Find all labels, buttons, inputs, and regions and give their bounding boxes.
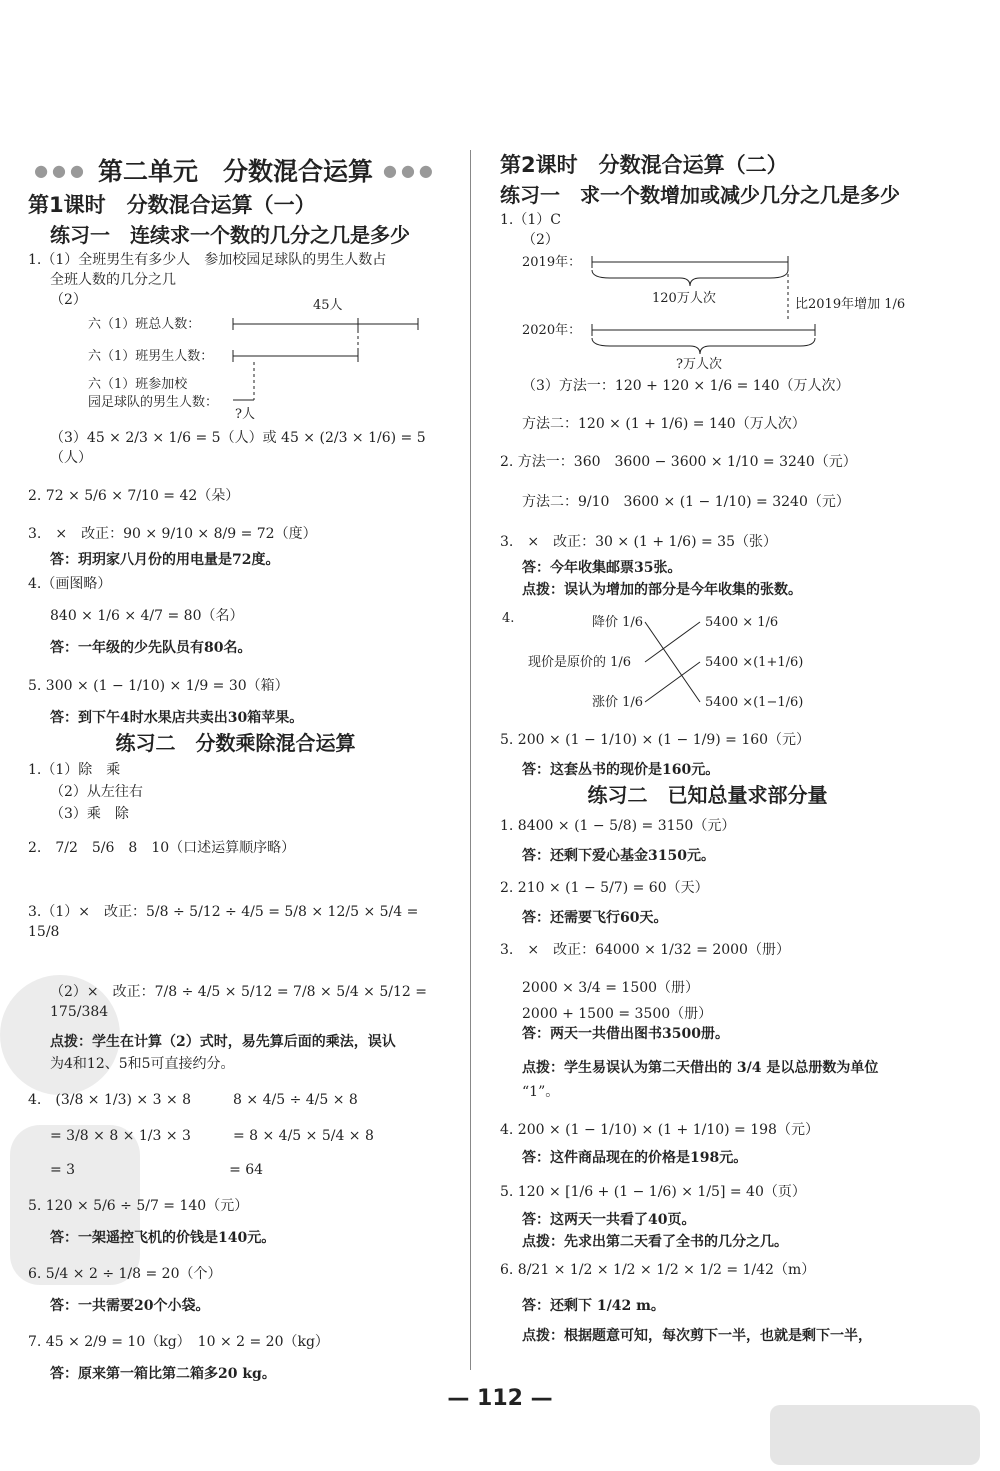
answer-line: 答：到下午4时水果店共卖出30箱苹果。 (50, 710, 304, 726)
label-team2: 园足球队的男生人数： (88, 395, 219, 410)
label-120: 120万人次 (652, 291, 716, 306)
label-2020: 2020年： (522, 323, 582, 338)
q-number: 4. (502, 611, 515, 626)
answer-line: 答：这套丛书的现价是160元。 (522, 762, 720, 778)
answer-line: 答：玥玥家八月份的用电量是72度。 (50, 552, 280, 568)
answer-line: （3）方法一：120 + 120 × 1/6 = 140（万人次） (522, 378, 850, 394)
page-number: — 112 — (447, 1386, 553, 1411)
answer-line: 6. 8/21 × 1/2 × 1/2 × 1/2 × 1/2 = 1/42（m） (500, 1262, 816, 1278)
matching-diagram (500, 604, 915, 724)
answer-line: 答：这两天一共看了40页。 (522, 1212, 696, 1228)
answer-line: 答：原来第一箱比第二箱多20 kg。 (50, 1366, 276, 1382)
answer-line: 3. × 改正：30 × (1 + 1/6) = 35（张） (500, 534, 777, 550)
right-column (500, 150, 915, 1346)
answer-line: 方法二：9/10 3600 × (1 − 1/10) = 3240（元） (522, 494, 850, 510)
answer-line: 5. 120 × 5/6 ÷ 5/7 = 140（元） (28, 1198, 249, 1214)
answer-line: “1”。 (522, 1084, 560, 1100)
answer-line: （2） (522, 232, 559, 248)
segment-diagram-2 (500, 250, 915, 370)
answer-line: 6. 5/4 × 2 ÷ 1/8 = 20（个） (28, 1266, 222, 1282)
answer-line: 3. × 改正：64000 × 1/32 = 2000（册） (500, 942, 790, 958)
answer-line: （2） (50, 292, 87, 308)
answer-line: 840 × 1/6 × 4/7 = 80（名） (50, 608, 244, 624)
answer-line: 4. 200 × (1 − 1/10) × (1 + 1/10) = 198（元） (500, 1122, 819, 1138)
answer-line: 点拨：根据题意可知，每次剪下一半，也就是剩下一半， (522, 1328, 872, 1344)
answer-line: 点拨：学生在计算（2）式时，易先算后面的乘法，误认 (50, 1034, 396, 1050)
label-boys: 六（1）班男生人数： (88, 349, 214, 364)
match-left-1: 降价 1/6 (592, 615, 644, 630)
label-team: 六（1）班参加校 (88, 377, 188, 392)
answer-line: 5. 200 × (1 − 1/10) × (1 − 1/9) = 160（元） (500, 732, 811, 748)
match-left-3: 涨价 1/6 (592, 695, 644, 710)
exercise-title: 练习一 求一个数增加或减少几分之几是多少 (500, 183, 900, 207)
dots-left: ●●● (34, 160, 88, 180)
answer-line: 2000 × 3/4 = 1500（册） (522, 980, 700, 996)
answer-line: 答：还剩下爱心基金3150元。 (522, 848, 715, 864)
answer-line: 2. 7/2 5/6 8 10（口述运算顺序略） (28, 840, 296, 856)
lesson-title: 第1课时 分数混合运算（一） (28, 193, 316, 217)
answer-line: 点拨：学生易误认为第二天借出的 3/4 是以总册数为单位 (522, 1060, 879, 1076)
answer-line: 答：还剩下 1/42 m。 (522, 1298, 665, 1314)
answer-line: 点拨：先求出第二天看了全书的几分之几。 (522, 1234, 788, 1250)
answer-line: 4.（画图略） (28, 576, 112, 592)
label-inc: 比2019年增加 1/6 (795, 297, 906, 312)
exercise-title: 练习一 连续求一个数的几分之几是多少 (50, 223, 410, 247)
match-right-3: 5400 ×(1−1/6) (705, 695, 804, 710)
answer-line: 全班人数的几分之几 (50, 272, 176, 288)
answer-line: （3）乘 除 (50, 806, 129, 822)
lesson-title: 第2课时 分数混合运算（二） (500, 153, 788, 177)
segment-diagram-1 (28, 298, 443, 422)
label-q: ?人 (235, 407, 255, 422)
answer-line: 5. 300 × (1 − 1/10) × 1/9 = 30（箱） (28, 678, 289, 694)
answer-line: 1.（1）C (500, 212, 561, 228)
answer-line: 2. 210 × (1 − 5/7) = 60（天） (500, 880, 709, 896)
answer-line: 答：一架遥控飞机的价钱是140元。 (50, 1230, 276, 1246)
answer-line: 2. 方法一：360 3600 − 3600 × 1/10 = 3240（元） (500, 454, 857, 470)
answer-line: 3.（1）× 改正：5/8 ÷ 5/12 ÷ 4/5 = 5/8 × 12/5 × 5/4 = 15/8 (28, 904, 419, 940)
answer-line: = 3/8 × 8 × 1/3 × 3 = 8 × 4/5 × 5/4 × 8 (50, 1128, 374, 1144)
left-column (28, 150, 443, 1384)
answer-line: （2）× 改正：7/8 ÷ 4/5 × 5/12 = 7/8 × 5/4 × 5/12 = 175/384 (50, 984, 427, 1020)
answer-line: 为4和12、5和5可直接约分。 (50, 1056, 235, 1072)
answer-line: 答：一年级的少先队员有80名。 (50, 640, 252, 656)
match-line (645, 662, 700, 702)
label-q2: ?万人次 (676, 357, 722, 372)
answer-line: 2000 + 1500 = 3500（册） (522, 1006, 713, 1022)
answer-line: （3）45 × 2/3 × 1/6 = 5（人）或 45 × (2/3 × 1/6) = 5（人） (50, 430, 426, 466)
answer-line: = 3 = 64 (50, 1162, 264, 1178)
unit-title: 第二单元 分数混合运算 (97, 157, 373, 186)
label-total: 六（1）班总人数： (88, 317, 201, 332)
answer-line: 方法二：120 × (1 + 1/6) = 140（万人次） (522, 416, 806, 432)
answer-line: 7. 45 × 2/9 = 10（kg） 10 × 2 = 20（kg） (28, 1334, 329, 1350)
match-line (645, 622, 700, 662)
answer-line: 点拨：误认为增加的部分是今年收集的张数。 (522, 582, 802, 598)
label-45: 45人 (313, 298, 343, 313)
answer-line: 5. 120 × [1/6 + (1 − 1/6) × 1/5] = 40（页） (500, 1184, 806, 1200)
exercise-title: 练习二 分数乘除混合运算 (115, 731, 356, 755)
answer-line: 答：还需要飞行60天。 (522, 910, 668, 926)
match-left-2: 现价是原价的 1/6 (528, 655, 632, 670)
answer-line: 3. × 改正：90 × 9/10 × 8/9 = 72（度） (28, 526, 317, 542)
answer-line: 2. 72 × 5/6 × 7/10 = 42（朵） (28, 488, 240, 504)
answer-line: 1.（1）除 乘 (28, 762, 121, 778)
match-right-2: 5400 ×(1+1/6) (705, 655, 804, 670)
match-line (645, 622, 700, 702)
answer-line: 答：一共需要20个小袋。 (50, 1298, 210, 1314)
answer-line: 答：两天一共借出图书3500册。 (522, 1026, 729, 1042)
match-right-1: 5400 × 1/6 (705, 615, 779, 630)
unit-header (28, 150, 443, 190)
dots-right: ●●● (383, 160, 437, 180)
label-2019: 2019年： (522, 255, 582, 270)
answer-line: 1. 8400 × (1 − 5/8) = 3150（元） (500, 818, 736, 834)
exercise-title: 练习二 已知总量求部分量 (587, 783, 828, 807)
answer-line: 答：今年收集邮票35张。 (522, 560, 682, 576)
answer-line: （2）从左往右 (50, 784, 143, 800)
answer-line: 4. (3/8 × 1/3) × 3 × 8 8 × 4/5 ÷ 4/5 × 8 (28, 1092, 358, 1108)
answer-line: 1.（1）全班男生有多少人 参加校园足球队的男生人数占 (28, 252, 387, 268)
column-divider (470, 150, 471, 1370)
answer-line: 答：这件商品现在的价格是198元。 (522, 1150, 748, 1166)
site-watermark (770, 1405, 980, 1465)
